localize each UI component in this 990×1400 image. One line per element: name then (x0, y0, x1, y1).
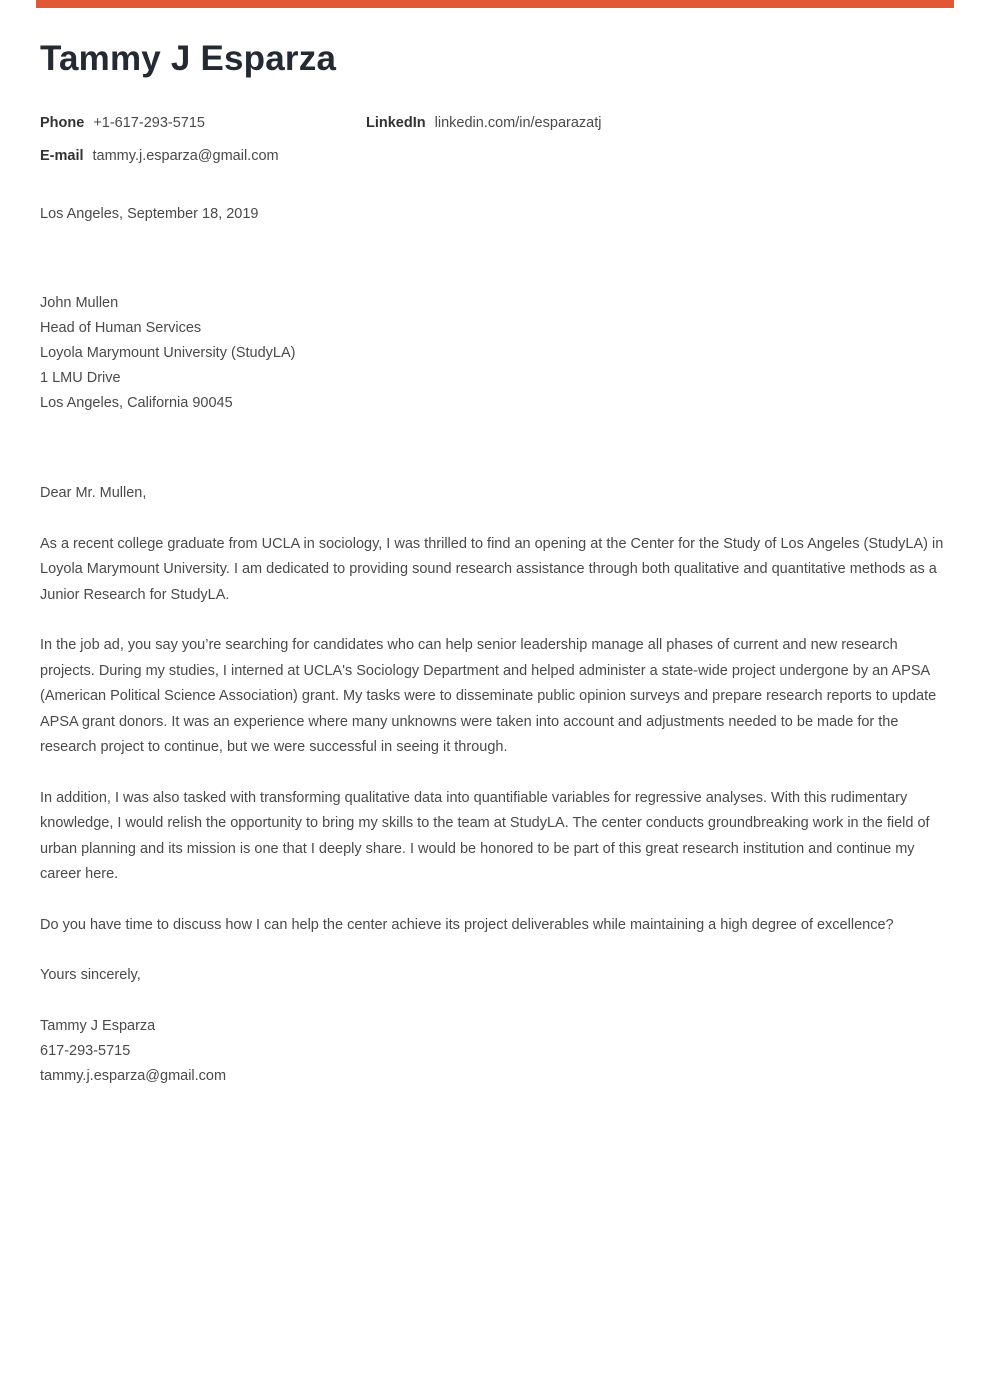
recipient-name: John Mullen (40, 295, 119, 311)
phone-value: +1-617-293-5715 (93, 115, 205, 131)
letter-body (40, 481, 946, 989)
signature-name: Tammy J Esparza (40, 1017, 156, 1034)
recipient-organization: Loyola Marymount University (StudyLA) (40, 345, 296, 361)
paragraph-4: Do you have time to discuss how I can help the center achieve its project deliverables while maintaining a high degree of excellence? (40, 916, 894, 933)
signature-phone: 617-293-5715 (40, 1042, 131, 1059)
recipient-street: 1 LMU Drive (40, 370, 121, 386)
date-line: Los Angeles, September 18, 2019 (40, 206, 259, 222)
contact-empty-cell (366, 144, 946, 169)
email-label: E-mail (40, 148, 84, 164)
closing: Yours sincerely, (40, 967, 141, 983)
accent-bar (36, 0, 954, 8)
contact-phone (40, 111, 366, 136)
paragraph-2: In the job ad, you say you’re searching for candidates who can help senior leadership manage all phases of current and new research projects. During my studies, I interned at UCLA's Sociology Department and helped administer a state-wide project undergone by an APSA (American Political Science Association) grant. My tasks were to disseminate public opinion surveys and prepare research reports to update APSA grant donors. It was an experience where many unknowns were taken into account and adjustments needed to be made for the research project to continue, but we were successful in seeing it through. (40, 637, 937, 755)
phone-label: Phone (40, 115, 85, 131)
recipient-block (40, 291, 946, 416)
linkedin-value: linkedin.com/in/esparazatj (434, 115, 602, 131)
contact-email (40, 144, 366, 169)
linkedin-label: LinkedIn (366, 115, 426, 131)
page-title: Tammy J Esparza (40, 39, 337, 78)
contact-linkedin (366, 111, 946, 136)
signature-email: tammy.j.esparza@gmail.com (40, 1067, 227, 1084)
signature-block (40, 1014, 946, 1089)
paragraph-1: As a recent college graduate from UCLA in sociology, I was thrilled to find an opening at the Center for the Study of Los Angeles (StudyLA) in Loyola Marymount University. I am dedicated to providing sound research assistance through both qualitative and quantitative methods as a Junior Research for StudyLA. (40, 535, 944, 603)
paragraph-3: In addition, I was also tasked with transforming qualitative data into quantifiable variables for regressive analyses. With this rudimentary knowledge, I would relish the opportunity to bring my skills to the team at StudyLA. The center conducts groundbreaking work in the field of urban planning and its mission is one that I deeply share. I would be honored to be part of this great research institution and continue my career here. (40, 789, 930, 882)
recipient-title: Head of Human Services (40, 320, 202, 336)
contact-info (40, 111, 946, 169)
recipient-city: Los Angeles, California 90045 (40, 395, 233, 411)
salutation: Dear Mr. Mullen, (40, 485, 147, 501)
email-value: tammy.j.esparza@gmail.com (92, 148, 279, 164)
